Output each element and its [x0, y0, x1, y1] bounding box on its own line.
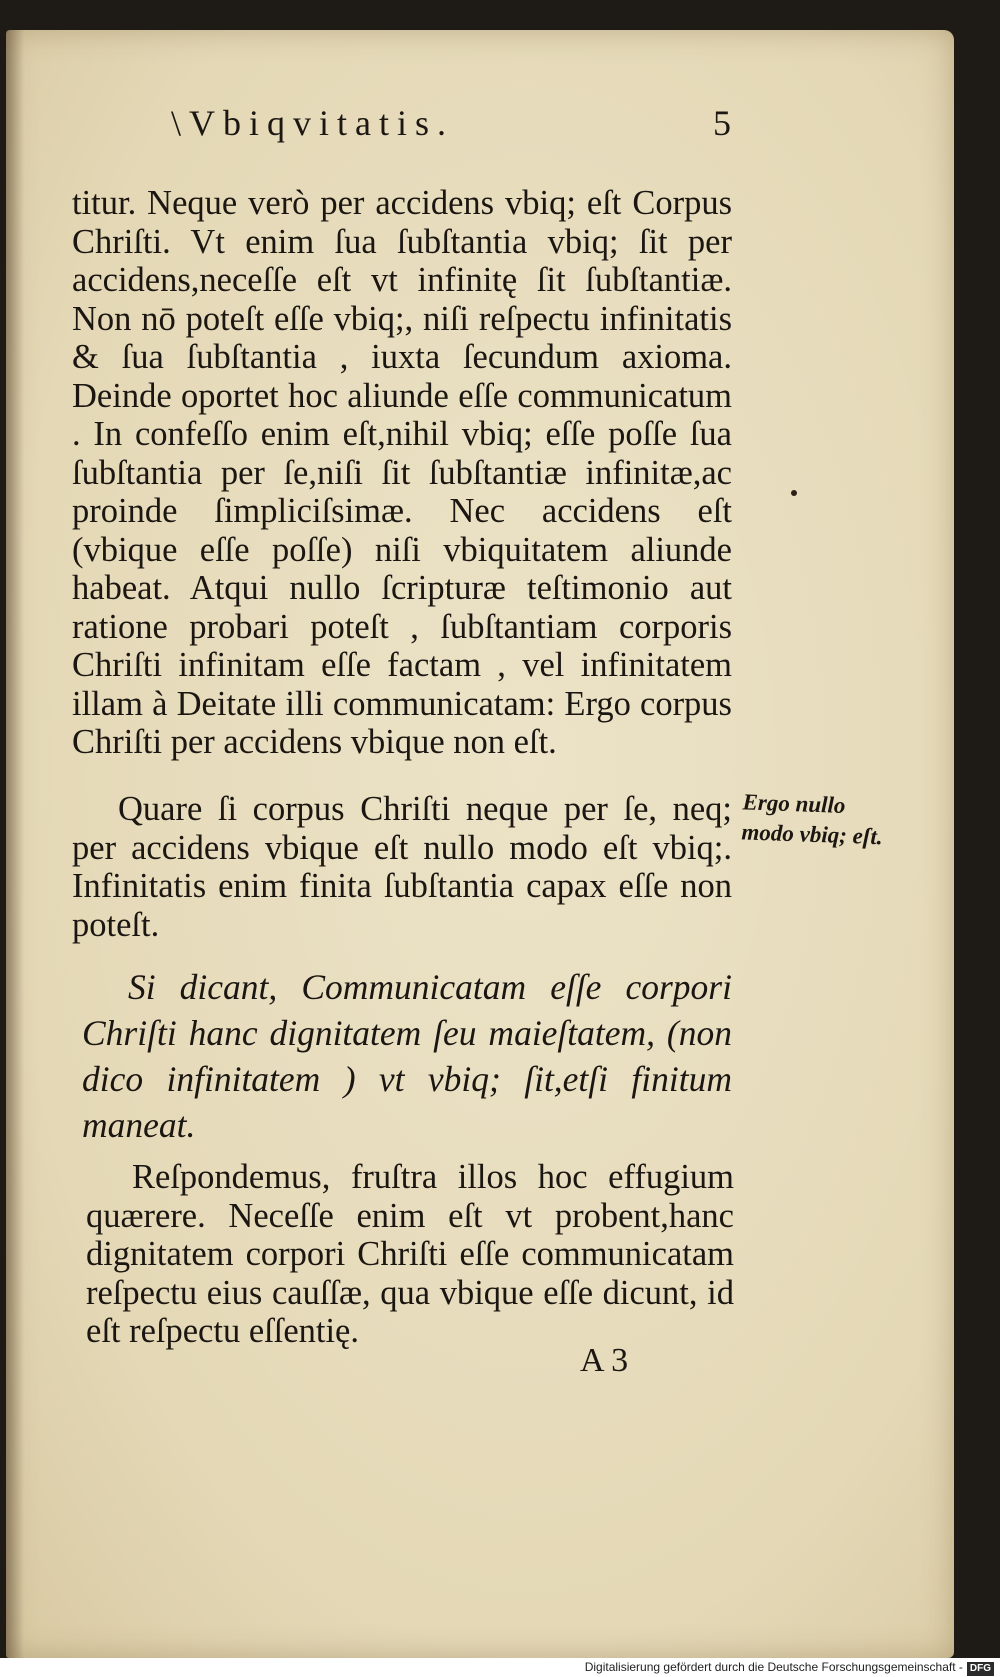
response-text: Reſpondemus, fruſtra illos hoc effugium quærere. Neceſſe enim eſt vt probent,hanc dignitatem corpori Chriſti eſſe communicatam reſpectu eius cauſſæ, qua vbique eſſe dicunt, id eſt reſpectu eſſentię. [86, 1158, 734, 1350]
paragraph-2-text: Quare ſi corpus Chriſti neque per ſe, neq; per accidens vbique eſt nullo modo eſt vbiq;. Infinitatis enim finita ſubſtantia capax eſſe non poteſt. [72, 790, 732, 944]
objection-italic [82, 964, 732, 1148]
ink-speck [791, 490, 797, 496]
signature-mark: A 3 [580, 1342, 629, 1379]
footer-text: Digitalisierung gefördert durch die Deutsche Forschungsgemeinschaft - [584, 1660, 963, 1674]
paragraph-1 [72, 184, 732, 762]
objection-text: Si dicant, Communicatam eſſe corpori Chriſti hanc dignitatem ſeu maieſtatem, (non dico infinitatem ) vt vbiq; ſit,etſi finitum maneat. [82, 967, 732, 1145]
digitization-footer [0, 1658, 1000, 1677]
paragraph-response [86, 1158, 734, 1351]
book-page [6, 30, 954, 1658]
running-head-title: \Vbiqvitatis. [171, 103, 454, 143]
margin-note: Ergo nullo modo vbiq; eſt. [741, 789, 884, 850]
page-number: 5 [713, 103, 731, 143]
dfg-logo: DFG [967, 1662, 994, 1676]
page-fold-shadow [6, 30, 24, 1658]
paragraph-1-text: titur. Neque verò per accidens vbiq; eſt Corpus Chriſti. Vt enim ſua ſubſtantia vbiq; ſit per accidens,neceſſe eſt vt infinitę ſit ſubſtantiæ. Non nō poteſt eſſe vbiq;, niſi reſpectu infinitatis & ſua ſubſtantia , iuxta ſecundum axioma. Deinde oportet hoc aliunde eſſe communicatum . In confeſſo enim eſt,nihil vbiq; eſſe poſſe ſua ſubſtantia per ſe,niſi ſit ſubſtantiæ infinitæ,ac proinde ſimpliciſsimæ. Nec accidens eſt (vbique eſſe poſſe) niſi vbiquitatem aliunde habeat. Atqui nullo ſcripturæ teſtimonio aut ratione probari poteſt , ſubſtantiam corporis Chriſti infinitam eſſe factam , vel infinitatem illam à Deitate illi communicatam: Ergo corpus Chriſti per accidens vbique non eſt. [72, 184, 732, 761]
paragraph-2 [72, 790, 732, 944]
